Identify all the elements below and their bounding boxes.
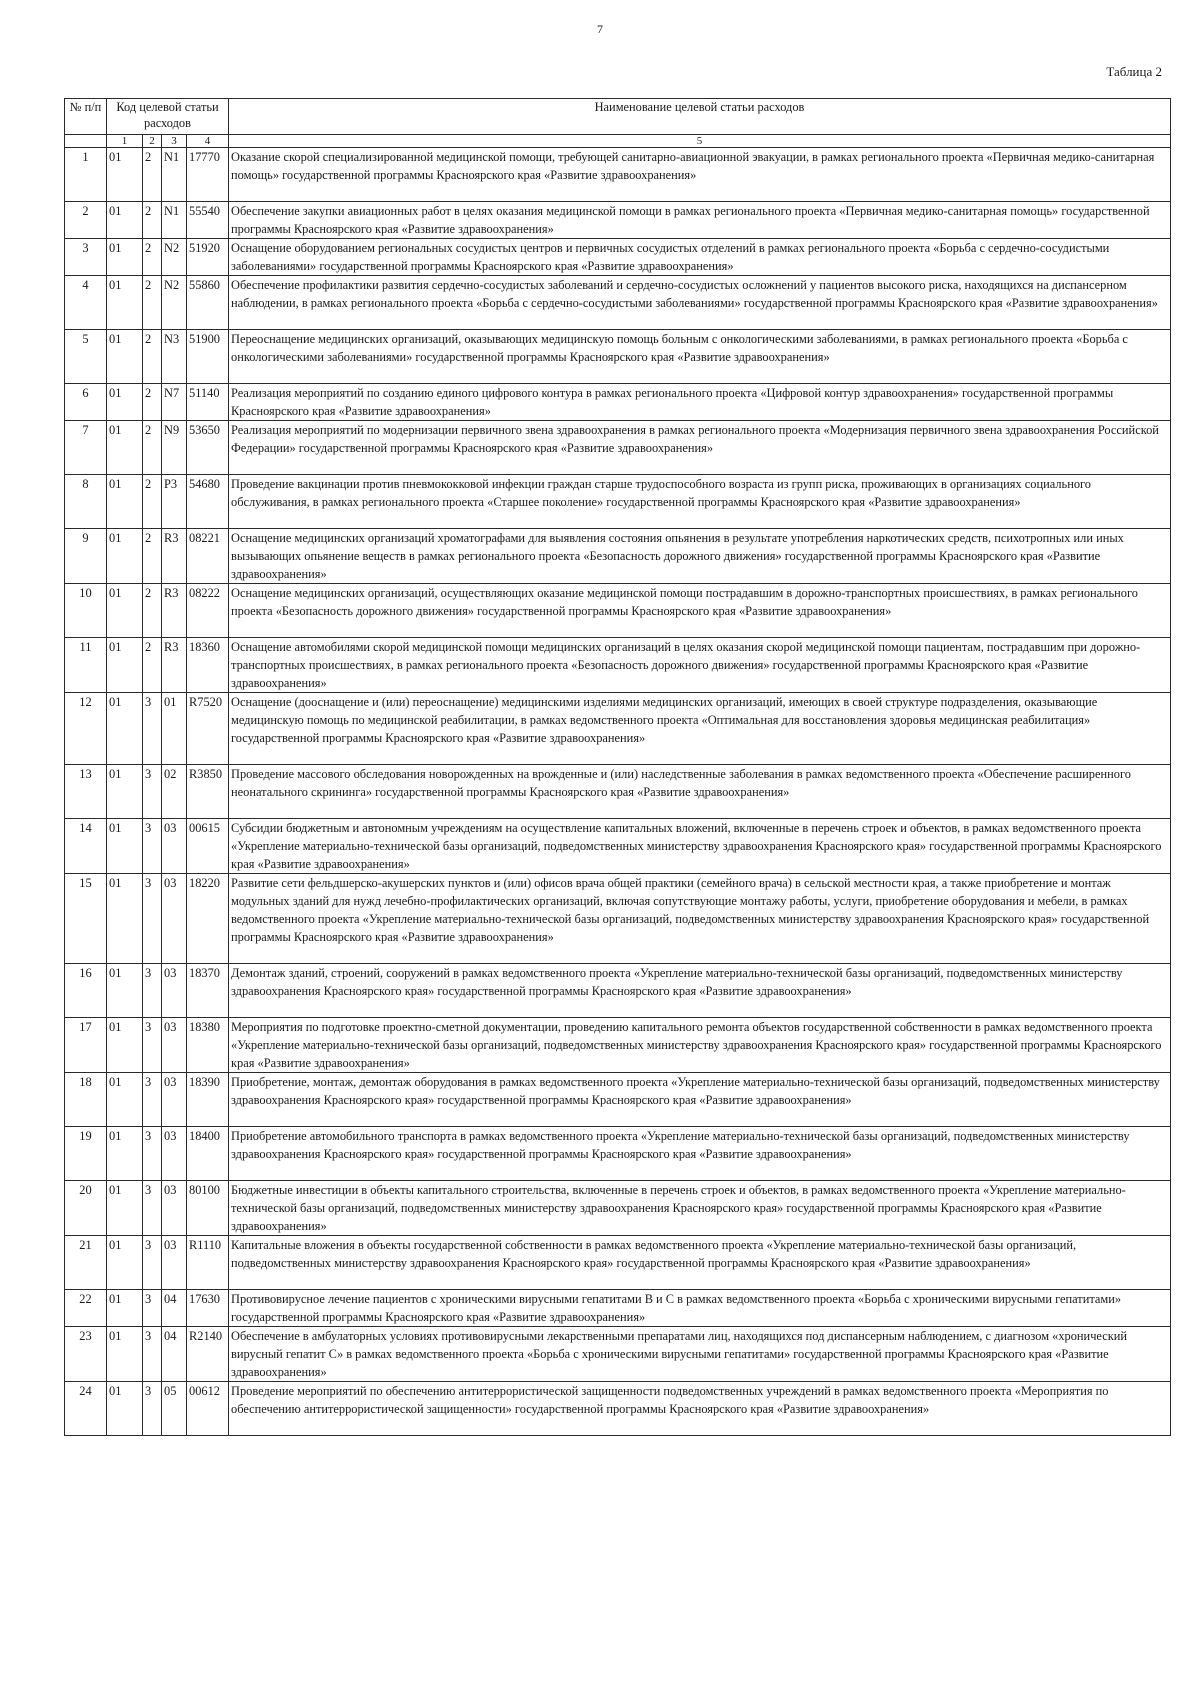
expense-item-name: Проведение мероприятий по обеспечению антитеррористической защищенности подведомственных учреждений в рамках ведомственного проекта «Мероприятия по обеспечению антитеррористической защищенности» государственной программы Красноярского края «Развитие здравоохранения» (229, 1382, 1171, 1436)
expense-item-name: Реализация мероприятий по модернизации первичного звена здравоохранения в рамках регионального проекта «Модернизация первичного звена здравоохранения Российской Федерации» государственной программы Красноярского края «Развитие здравоохранения» (229, 421, 1171, 475)
code-part-1: 01 (107, 1290, 143, 1327)
code-part-4: 18400 (187, 1127, 229, 1181)
code-part-3: 03 (162, 1127, 187, 1181)
code-part-1: 01 (107, 693, 143, 765)
code-part-4: 51920 (187, 239, 229, 276)
expense-item-name: Развитие сети фельдшерско-акушерских пунктов и (или) офисов врача общей практики (семейного врача) в сельской местности края, а также приобретение и монтаж модульных зданий для нужд лечебно-профилактических организаций, включая сопутствующие монтажу работы, услуги, приобретение оборудования и мебели, в рамках ведомственного проекта «Укрепление материально-технической базы организаций, подведомственных министерству здравоохранения Красноярского края» государственной программы Красноярского края «Развитие здравоохранения» (229, 874, 1171, 964)
expense-item-name: Проведение массового обследования новорожденных на врожденные и (или) наследственные заболевания в рамках ведомственного проекта «Обеспечение расширенного неонатального скрининга» государственной программы Красноярского края «Развитие здравоохранения» (229, 765, 1171, 819)
code-part-2: 2 (143, 148, 162, 202)
row-number: 19 (65, 1127, 107, 1181)
page-number: 7 (597, 22, 603, 36)
code-part-4: 51140 (187, 384, 229, 421)
table-row (65, 1236, 1171, 1290)
code-part-1: 01 (107, 421, 143, 475)
code-part-1: 01 (107, 765, 143, 819)
table-row (65, 202, 1171, 239)
code-part-3: 05 (162, 1382, 187, 1436)
code-part-2: 3 (143, 693, 162, 765)
code-part-2: 3 (143, 765, 162, 819)
table-row (65, 1290, 1171, 1327)
code-part-2: 2 (143, 421, 162, 475)
code-part-3: 01 (162, 693, 187, 765)
code-part-3: 04 (162, 1290, 187, 1327)
code-part-1: 01 (107, 1327, 143, 1382)
code-part-2: 3 (143, 1382, 162, 1436)
row-number: 15 (65, 874, 107, 964)
code-part-2: 2 (143, 276, 162, 330)
table-row (65, 475, 1171, 529)
row-number: 6 (65, 384, 107, 421)
code-part-4: R1110 (187, 1236, 229, 1290)
table-row (65, 1181, 1171, 1236)
expense-item-name: Оснащение (дооснащение и (или) переоснащение) медицинскими изделиями медицинских организаций, имеющих в своей структуре подразделения, оказывающие медицинскую помощь по медицинской реабилитации, в рамках ведомственного проекта «Оптимальная для восстановления здоровья медицинская реабилитация» государственной программы Красноярского края «Развитие здравоохранения» (229, 693, 1171, 765)
row-number: 1 (65, 148, 107, 202)
expense-item-name: Оснащение медицинских организаций, осуществляющих оказание медицинской помощи пострадавшим в дорожно-транспортных происшествиях, в рамках регионального проекта «Безопасность дорожного движения» государственной программы Красноярского края «Развитие здравоохранения» (229, 584, 1171, 638)
code-part-4: 54680 (187, 475, 229, 529)
table-row (65, 693, 1171, 765)
code-part-2: 3 (143, 1181, 162, 1236)
code-part-1: 01 (107, 239, 143, 276)
code-part-2: 3 (143, 1236, 162, 1290)
code-part-3: 03 (162, 874, 187, 964)
column-number-empty (65, 135, 107, 148)
code-part-4: 00615 (187, 819, 229, 874)
code-part-2: 3 (143, 1018, 162, 1073)
code-part-4: 80100 (187, 1181, 229, 1236)
code-part-4: 55540 (187, 202, 229, 239)
code-part-2: 3 (143, 1290, 162, 1327)
code-part-1: 01 (107, 874, 143, 964)
row-number: 21 (65, 1236, 107, 1290)
code-part-3: R3 (162, 638, 187, 693)
table-row (65, 765, 1171, 819)
code-part-3: N1 (162, 202, 187, 239)
table-row (65, 384, 1171, 421)
code-part-2: 2 (143, 202, 162, 239)
code-part-2: 3 (143, 964, 162, 1018)
expense-item-name: Оснащение оборудованием региональных сосудистых центров и первичных сосудистых отделений в рамках регионального проекта «Борьба с сердечно-сосудистыми заболеваниями» государственной программы Красноярского края «Развитие здравоохранения» (229, 239, 1171, 276)
code-part-4: 17630 (187, 1290, 229, 1327)
row-number: 7 (65, 421, 107, 475)
table-row (65, 1018, 1171, 1073)
row-number: 4 (65, 276, 107, 330)
code-part-1: 01 (107, 1236, 143, 1290)
row-number: 23 (65, 1327, 107, 1382)
code-part-2: 3 (143, 1327, 162, 1382)
code-part-3: N2 (162, 276, 187, 330)
code-part-1: 01 (107, 819, 143, 874)
table-row (65, 1327, 1171, 1382)
code-part-1: 01 (107, 529, 143, 584)
table-row (65, 529, 1171, 584)
code-part-3: N1 (162, 148, 187, 202)
expense-item-name: Капитальные вложения в объекты государственной собственности в рамках ведомственного проекта «Укрепление материально-технической базы организаций, подведомственных министерству здравоохранения Красноярского края» государственной программы Красноярского края «Развитие здравоохранения» (229, 1236, 1171, 1290)
code-part-3: N7 (162, 384, 187, 421)
code-part-2: 2 (143, 239, 162, 276)
budget-items-table (64, 98, 1171, 1436)
code-part-4: 53650 (187, 421, 229, 475)
row-number: 16 (65, 964, 107, 1018)
code-part-4: 55860 (187, 276, 229, 330)
column-number: 4 (187, 135, 229, 148)
code-part-4: 51900 (187, 330, 229, 384)
table-row (65, 1127, 1171, 1181)
code-part-4: R7520 (187, 693, 229, 765)
row-number: 18 (65, 1073, 107, 1127)
code-part-1: 01 (107, 202, 143, 239)
table-row (65, 638, 1171, 693)
table-body (65, 148, 1171, 1436)
row-number: 3 (65, 239, 107, 276)
code-part-2: 3 (143, 819, 162, 874)
table-row (65, 148, 1171, 202)
code-part-1: 01 (107, 1073, 143, 1127)
row-number: 2 (65, 202, 107, 239)
expense-item-name: Переоснащение медицинских организаций, оказывающих медицинскую помощь больным с онкологическими заболеваниями, в рамках регионального проекта «Борьба с онкологическими заболеваниями» государственной программы Красноярского края «Развитие здравоохранения» (229, 330, 1171, 384)
code-part-1: 01 (107, 475, 143, 529)
code-part-2: 2 (143, 384, 162, 421)
column-number: 1 (107, 135, 143, 148)
table-row (65, 1073, 1171, 1127)
code-part-1: 01 (107, 276, 143, 330)
table-row (65, 239, 1171, 276)
code-part-4: 08222 (187, 584, 229, 638)
code-part-2: 2 (143, 475, 162, 529)
table-row (65, 330, 1171, 384)
code-part-4: 18390 (187, 1073, 229, 1127)
code-part-3: N2 (162, 239, 187, 276)
code-part-1: 01 (107, 330, 143, 384)
expense-item-name: Оказание скорой специализированной медицинской помощи, требующей санитарно-авиационной эвакуации, в рамках регионального проекта «Первичная медико-санитарная помощь» государственной программы Красноярского края «Развитие здравоохранения» (229, 148, 1171, 202)
table-row (65, 584, 1171, 638)
row-number: 5 (65, 330, 107, 384)
table-caption: Таблица 2 (1106, 64, 1162, 79)
column-number: 3 (162, 135, 187, 148)
code-part-4: 17770 (187, 148, 229, 202)
code-part-3: 03 (162, 1236, 187, 1290)
row-number: 11 (65, 638, 107, 693)
code-part-2: 2 (143, 529, 162, 584)
row-number: 24 (65, 1382, 107, 1436)
expense-item-name: Обеспечение закупки авиационных работ в целях оказания медицинской помощи в рамках регионального проекта «Первичная медико-санитарная помощь» государственной программы Красноярского края «Развитие здравоохранения» (229, 202, 1171, 239)
code-part-1: 01 (107, 584, 143, 638)
code-part-3: N9 (162, 421, 187, 475)
expense-item-name: Обеспечение профилактики развития сердечно-сосудистых заболеваний и сердечно-сосудистых осложнений у пациентов высокого риска, находящихся на диспансерном наблюдении, в рамках регионального проекта «Борьба с сердечно-сосудистыми заболеваниями» государственной программы Красноярского края «Развитие здравоохранения» (229, 276, 1171, 330)
code-part-1: 01 (107, 384, 143, 421)
row-number: 8 (65, 475, 107, 529)
expense-item-name: Обеспечение в амбулаторных условиях противовирусными лекарственными препаратами лиц, находящихся под диспансерным наблюдением, с диагнозом «хронический вирусный гепатит С» в рамках ведомственного проекта «Борьба с хроническими вирусными гепатитами» государственной программы Красноярского края «Развитие здравоохранения» (229, 1327, 1171, 1382)
code-part-4: 18380 (187, 1018, 229, 1073)
row-number: 13 (65, 765, 107, 819)
expense-item-name: Противовирусное лечение пациентов с хроническими вирусными гепатитами В и С в рамках ведомственного проекта «Борьба с хроническими вирусными гепатитами» государственной программы Красноярского края «Развитие здравоохранения» (229, 1290, 1171, 1327)
header-name: Наименование целевой статьи расходов (229, 99, 1171, 135)
code-part-4: R3850 (187, 765, 229, 819)
code-part-1: 01 (107, 1018, 143, 1073)
code-part-1: 01 (107, 638, 143, 693)
expense-item-name: Мероприятия по подготовке проектно-сметной документации, проведению капитального ремонта объектов государственной собственности в рамках ведомственного проекта «Укрепление материально-технической базы организаций, подведомственных министерству здравоохранения Красноярского края» государственной программы Красноярского края «Развитие здравоохранения» (229, 1018, 1171, 1073)
code-part-4: 00612 (187, 1382, 229, 1436)
table-row (65, 421, 1171, 475)
code-part-2: 2 (143, 638, 162, 693)
row-number: 14 (65, 819, 107, 874)
column-number: 2 (143, 135, 162, 148)
expense-item-name: Проведение вакцинации против пневмококковой инфекции граждан старше трудоспособного возраста из групп риска, проживающих в организациях социального обслуживания, в рамках регионального проекта «Старшее поколение» государственной программы Красноярского края «Развитие здравоохранения» (229, 475, 1171, 529)
table-row (65, 874, 1171, 964)
code-part-3: 03 (162, 1018, 187, 1073)
code-part-1: 01 (107, 1382, 143, 1436)
code-part-4: 18370 (187, 964, 229, 1018)
expense-item-name: Субсидии бюджетным и автономным учреждениям на осуществление капитальных вложений, включенные в перечень строек и объектов, в рамках ведомственного проекта «Укрепление материально-технической базы организаций, подведомственных министерству здравоохранения Красноярского края» государственной программы Красноярского края «Развитие здравоохранения» (229, 819, 1171, 874)
code-part-4: 18360 (187, 638, 229, 693)
code-part-4: 18220 (187, 874, 229, 964)
code-part-3: N3 (162, 330, 187, 384)
code-part-2: 3 (143, 1073, 162, 1127)
row-number: 20 (65, 1181, 107, 1236)
code-part-2: 2 (143, 330, 162, 384)
table-row (65, 276, 1171, 330)
header-row (65, 99, 1171, 135)
table-row (65, 964, 1171, 1018)
column-number: 5 (229, 135, 1171, 148)
row-number: 10 (65, 584, 107, 638)
row-number: 22 (65, 1290, 107, 1327)
code-part-4: R2140 (187, 1327, 229, 1382)
code-part-3: 03 (162, 1181, 187, 1236)
expense-item-name: Бюджетные инвестиции в объекты капитального строительства, включенные в перечень строек и объектов, в рамках ведомственного проекта «Укрепление материально-технической базы организаций, подведомственных министерству здравоохранения Красноярского края» государственной программы Красноярского края «Развитие здравоохранения» (229, 1181, 1171, 1236)
expense-item-name: Демонтаж зданий, строений, сооружений в рамках ведомственного проекта «Укрепление материально-технической базы организаций, подведомственных министерству здравоохранения Красноярского края» государственной программы Красноярского края «Развитие здравоохранения» (229, 964, 1171, 1018)
table-row (65, 1382, 1171, 1436)
header-no: № п/п (65, 99, 107, 135)
code-part-1: 01 (107, 148, 143, 202)
expense-item-name: Оснащение автомобилями скорой медицинской помощи медицинских организаций в целях оказания скорой медицинской помощи пациентам, пострадавшим при дорожно-транспортных происшествиях, в рамках регионального проекта «Безопасность дорожного движения» государственной программы Красноярского края «Развитие здравоохранения» (229, 638, 1171, 693)
code-part-4: 08221 (187, 529, 229, 584)
code-part-3: 02 (162, 765, 187, 819)
code-part-1: 01 (107, 1181, 143, 1236)
expense-item-name: Реализация мероприятий по созданию единого цифрового контура в рамках регионального проекта «Цифровой контур здравоохранения» государственной программы Красноярского края «Развитие здравоохранения» (229, 384, 1171, 421)
expense-item-name: Приобретение, монтаж, демонтаж оборудования в рамках ведомственного проекта «Укрепление материально-технической базы организаций, подведомственных министерству здравоохранения Красноярского края» государственной программы Красноярского края «Развитие здравоохранения» (229, 1073, 1171, 1127)
code-part-3: R3 (162, 584, 187, 638)
code-part-1: 01 (107, 1127, 143, 1181)
code-part-3: 03 (162, 819, 187, 874)
code-part-3: 04 (162, 1327, 187, 1382)
table-header (65, 99, 1171, 148)
code-part-3: 03 (162, 1073, 187, 1127)
code-part-2: 3 (143, 1127, 162, 1181)
code-part-2: 3 (143, 874, 162, 964)
row-number: 12 (65, 693, 107, 765)
table-row (65, 819, 1171, 874)
expense-item-name: Оснащение медицинских организаций хроматографами для выявления состояния опьянения в результате употребления наркотических средств, психотропных или иных вызывающих опьянение веществ в рамках регионального проекта «Безопасность дорожного движения» государственной программы Красноярского края «Развитие здравоохранения» (229, 529, 1171, 584)
code-part-3: 03 (162, 964, 187, 1018)
code-part-3: P3 (162, 475, 187, 529)
header-code: Код целевой статьи расходов (107, 99, 229, 135)
code-part-1: 01 (107, 964, 143, 1018)
expense-item-name: Приобретение автомобильного транспорта в рамках ведомственного проекта «Укрепление материально-технической базы организаций, подведомственных министерству здравоохранения Красноярского края» государственной программы Красноярского края «Развитие здравоохранения» (229, 1127, 1171, 1181)
column-number-row (65, 135, 1171, 148)
code-part-3: R3 (162, 529, 187, 584)
code-part-2: 2 (143, 584, 162, 638)
row-number: 17 (65, 1018, 107, 1073)
row-number: 9 (65, 529, 107, 584)
